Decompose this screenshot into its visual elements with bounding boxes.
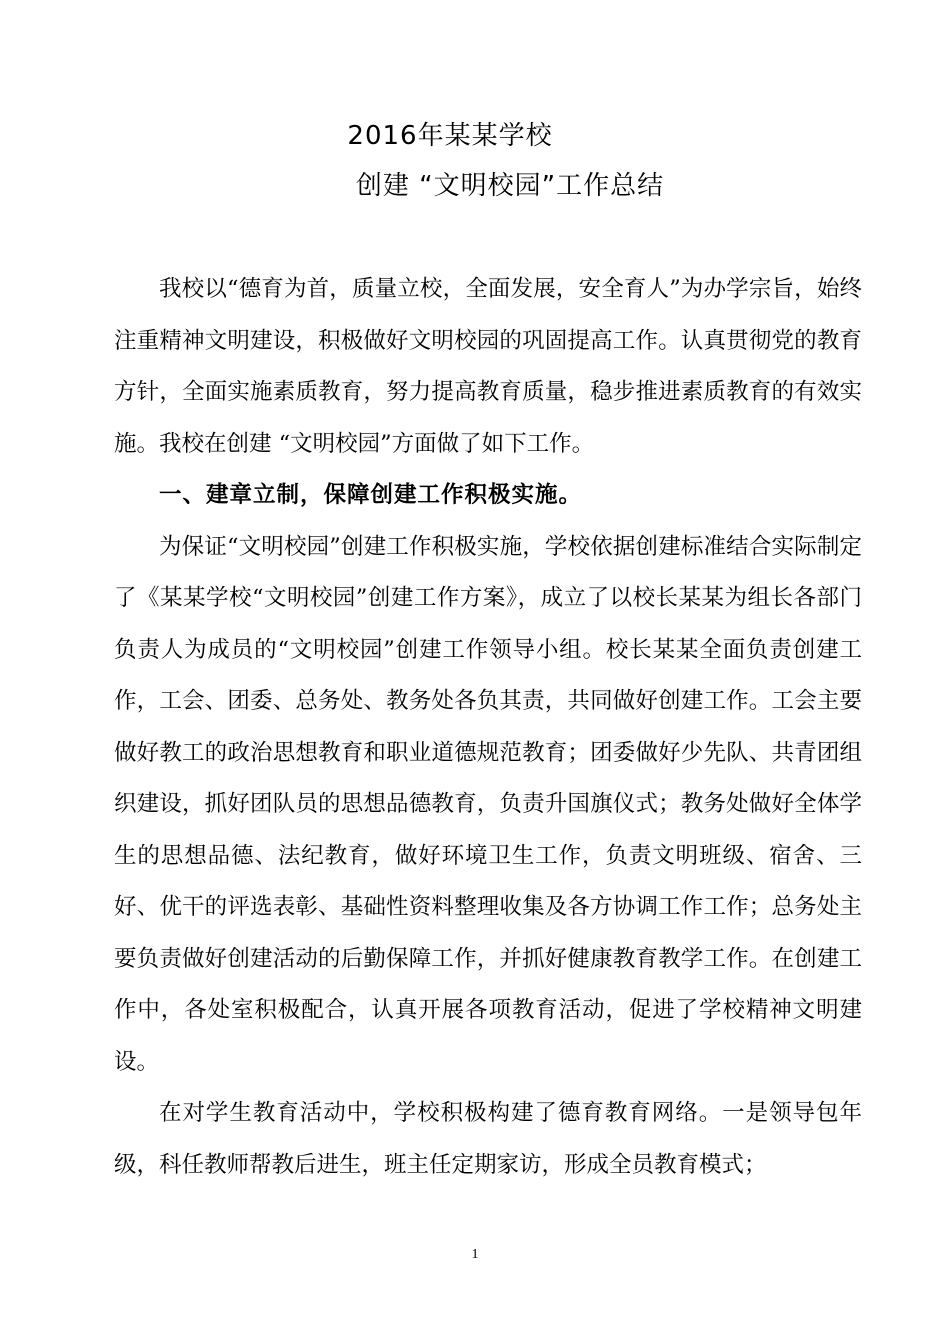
document-title-line1: 2016年某某学校 bbox=[347, 121, 553, 151]
section1-paragraph-1: 为保证“文明校园”创建工作积极实施，学校依据创建标准结合实际制定了《某某学校“文明校园”创建工作方案》，成立了以校长某某为组长各部门负责人为成员的“文明校园”创建工作领导小组。校长某某全面负责创建工作，工会、团委、总务处、教务处各负其责，共同做好创建工作。工会主要做好教工的政治思想教育和职业道德规范教育；团委做好少先队、共青团组织建设，抓好团队员的思想品德教育，负责升国旗仪式；教务处做好全体学生的思想品德、法纪教育，做好环境卫生工作，负责文明班级、宿舍、三好、优干的评选表彰、基础性资料整理收集及各方协调工作工作；总务处主要负责做好创建活动的后勤保障工作，并抓好健康教育教学工作。在创建工作中，各处室积极配合，认真开展各项教育活动，促进了学校精神文明建设。 bbox=[114, 533, 862, 1075]
section1-paragraph-2: 在对学生教育活动中，学校积极构建了德育教育网络。一是领导包年级，科任教师帮教后进生，班主任定期家访，形成全员教育模式； bbox=[114, 1100, 862, 1178]
document-title-line2: 创建 “文明校园”工作总结 bbox=[355, 171, 665, 201]
section-heading-1: 一、建章立制，保障创建工作积极实施。 bbox=[159, 482, 583, 508]
page-number: 1 bbox=[471, 1247, 479, 1262]
intro-paragraph: 我校以“德育为首，质量立校，全面发展，安全育人”为办学宗旨，始终注重精神文明建设，积极做好文明校园的巩固提高工作。认真贯彻党的教育方针，全面实施素质教育，努力提高教育质量，稳步推进素质教育的有效实施。我校在创建 “文明校园”方面做了如下工作。 bbox=[114, 276, 862, 457]
document-body bbox=[114, 264, 862, 1191]
